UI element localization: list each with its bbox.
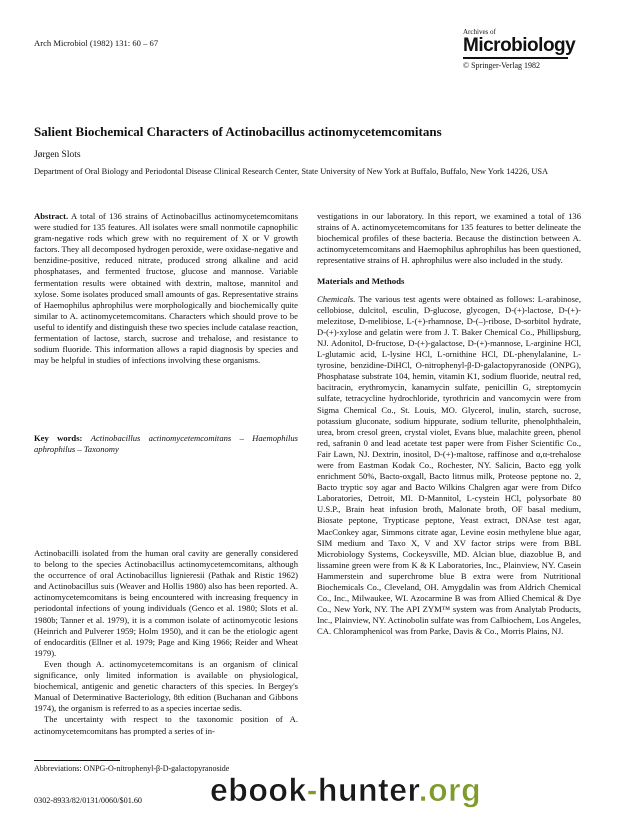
- intro-continuation: vestigations in our laboratory. In this report, we examined a total of 136 strains of A. actinomycetemcomitans for 135 features to better delineate the biochemical profiles of these bacteria. Because the distinction between A. actinomycetemcomitans and Haemophilus aphrophilus has been questioned, representative strains of H. aphrophilus were also included in the study.: [317, 211, 581, 266]
- watermark-part-4: .org: [418, 772, 482, 808]
- introduction: [34, 548, 298, 737]
- watermark-part-3: hunter: [317, 772, 419, 808]
- abstract-label: Abstract.: [34, 211, 69, 221]
- keywords-text: Actinobacillus actinomycetemcomitans – Haemophilus aphrophilus – Taxonomy: [34, 433, 298, 455]
- abstract-text: A total of 136 strains of Actinobacillus actinomycetemcomitans were studied for 135 features. All isolates were small nonmotile capnophilic gram-negative rods which grew with no requirement of X or V growth factors. They all decomposed hydrogen peroxide, were oxidase-negative and benzidine-positive, reduced nitrate, produced strong alkaline and acid phosphatases, and fermented fructose, glucose and mannose. Variable fermentation results were obtained with dextrin, maltose, mannitol and xylose. Some isolates produced small amounts of gas. Representative strains of Haemophilus aphrophilus were morphologically and biochemically quite similar to A. actinomycetemcomitans. Characters which should prove to be useful to identify and distinguish these two species include catalase reaction, fermentation of lactose, starch, sucrose and trehalose, and resistance to sodium fluoride. This information allows a rapid diagnosis by species and may be helpful in studies of infections involving these organisms.: [34, 211, 298, 366]
- journal-rule: [463, 57, 568, 59]
- abbreviations-footnote: Abbreviations: ONPG-O-nitrophenyl-β-D-galactopyranoside: [34, 764, 230, 773]
- keywords-label: Key words:: [34, 433, 83, 443]
- article-author: Jørgen Slots: [34, 150, 81, 160]
- watermark: [210, 772, 481, 809]
- chemicals-text: The various test agents were obtained as follows: L-arabinose, cellobiose, dulcitol, esculin, D-glucose, glycogen, D-(+)-lactose, D-(+)-melezitose, D-melibiose, L-(+)-rhamnose, D-(–)-ribose, D-sorbitol hydrate, D-(+)-xylose and gelatin were from J. T. Baker Chemical Co., Phillipsburg, NJ. Adonitol, D-fructose, D-(+)-galactose, D-(+)-mannose, L-arginine HCl, L-glutamic acid, L-lysine HCl, L-ornithine HCl, DL-phenylalanine, L-tyrosine, benzidine-DiHCl, O-nitrophenyl-β-D-galactopyranoside (ONPG), Phosphatase substrate 104, hemin, vitamin K1, sodium fluoride, neutral red, bacitracin, erythromycin, kanamycin sulfate, penicillin G, streptomycin sulfate, tetracycline hydrochloride, tyrothricin and vancomycin were from Sigma Chemical Co., St. Louis, MO. Glycerol, inulin, starch, sucrose, potassium gluconate, sodium hippurate, sodium tellurite, phenolphthalein, urea, brom cresol green, crystal violet, Evans blue, malachite green, phenol red, safranin 0 and lead acetate test paper were from Fisher Scientific Co., Fair Lawn, NJ. Dextrin, inositol, D-(+)-maltose, raffinose and α,α-trehalose were from Eastman Kodak Co., Rochester, NY. Salicin, Bacto egg yolk enrichment 50%, Bacto-oxgall, Bacto litmus milk, Proteose peptone no. 2, Bacto tryptic soy agar and Bacto Wilkins Chalgren agar were from Difco Laboratories, Detroit, MI. D-Mannitol, L-cystein HCl, polysorbate 80 U.S.P., Brain heat infusion broth, Malonate broth, OF basal medium, Biosate peptone, Trypticase peptone, Yeast extract, DNAse test agar, MacConkey agar, Simmons citrate agar, Levine eosin methylene blue agar, SIM medium and Taxo X, V and XV factor strips were from BBL Microbiology Systems, Cockeysville, MD. Alcian blue, diazoblue B, and lissamine green were from K & K Laboratories, Inc., Plainview, NY. Casein Hammerstein and superchrome blue B extra were from Nutritional Biochemicals Co., Cleveland, OH. Amygdalin was from Aldrich Chemical Co., Inc., Milwaukee, WI. Azocarmine B was from Allied Chemical & Dye Co., New York, NY. The API ZYM™ system was from Analytab Products, Inc., Plainview, NY. Actinobolin sulfate was from Calbiochem, Los Angeles, CA. Chloramphenicol was from Parke, Davis & Co., Morris Plains, NJ.: [317, 293, 581, 637]
- author-affiliation: Department of Oral Biology and Periodontal Disease Clinical Research Center, State University of New York at Buffalo, Buffalo, New York 14226, USA: [34, 167, 549, 176]
- publisher-copyright: © Springer-Verlag 1982: [463, 61, 541, 70]
- abstract: [34, 211, 298, 366]
- watermark-part-1: ebook: [210, 772, 307, 808]
- journal-citation: Arch Microbiol (1982) 131: 60 – 67: [34, 38, 159, 48]
- footnote-rule: [34, 760, 120, 761]
- chemicals-label: Chemicals.: [317, 293, 356, 304]
- watermark-part-2: -: [306, 772, 318, 808]
- journal-logo: Microbiology: [463, 35, 576, 56]
- intro-paragraph-1: Actinobacilli isolated from the human oral cavity are generally considered to belong to the species Actinobacillus actinomycetemcomitans, although the occurrence of oral Actinobacillus lignieresii (Pathak and Ristic 1962) and Actinobacillus suis (Weaver and Hollis 1980) also has been reported. A. actinomycetemcomitans is being encountered with increasing frequency in periodontal infections of young individuals (Genco et al. 1980; Slots et al. 1980b; Tanner et al. 1979), it is a common isolate of actinomycotic lesions (Heinrich and Pulverer 1959; Holm 1950), and it can be the etiologic agent of endocarditis (Ellner et al. 1979; Page and King 1966; Reider and Wheat 1979).: [34, 548, 298, 658]
- section-heading-methods: Materials and Methods: [317, 276, 405, 287]
- keywords: [34, 433, 298, 455]
- right-column: [317, 211, 581, 637]
- article-title: Salient Biochemical Characters of Actinobacillus actinomycetemcomitans: [34, 124, 442, 139]
- journal-masthead: [463, 28, 576, 70]
- issn-code: 0302-8933/82/0131/0060/$01.60: [34, 796, 143, 805]
- intro-paragraph-2: Even though A. actinomycetemcomitans is an organism of clinical significance, only limited information is available on physiological, biochemical, antigenic and genetic characters of this species. In Bergey's Manual of Determinative Bacteriology, 8th edition (Buchanan and Gibbons 1974), the organism is referred to as a species incertae sedis.: [34, 658, 298, 714]
- journal-top-line: Archives of: [463, 28, 496, 36]
- intro-paragraph-3: The uncertainty with respect to the taxonomic position of A. actinomycetemcomitans has prompted a series of in-: [34, 714, 298, 736]
